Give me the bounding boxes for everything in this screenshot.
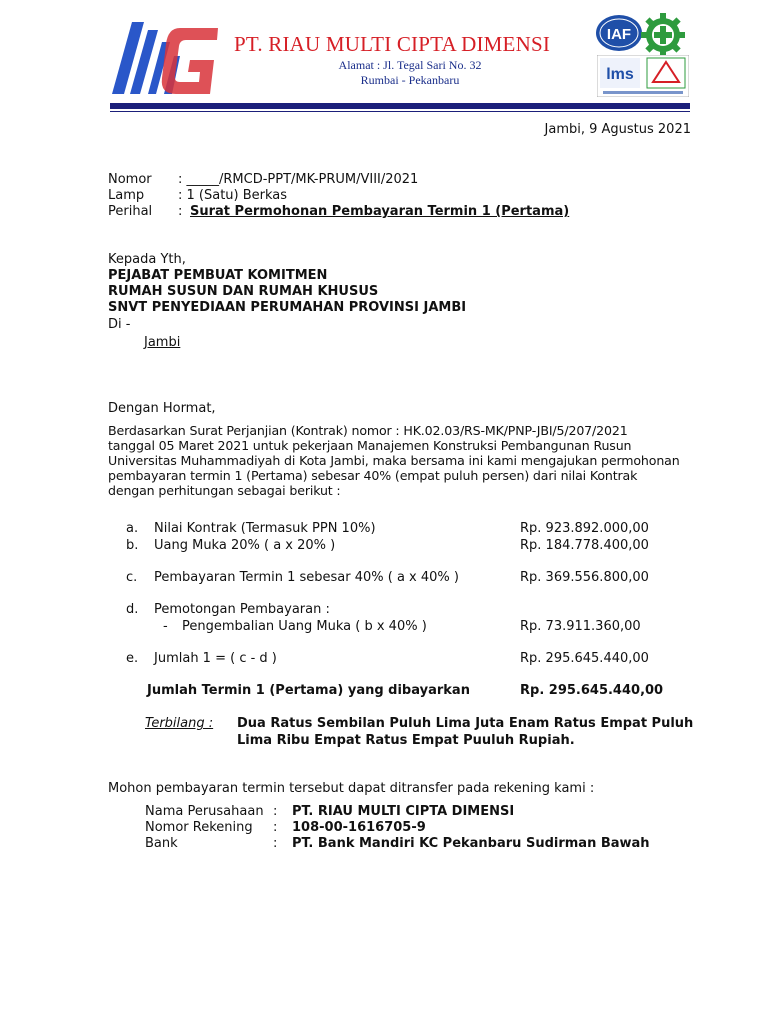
nomor-value: : _____/RMCD-PPT/MK-PRUM/VIII/2021 bbox=[178, 172, 419, 187]
header-rule-thick bbox=[110, 103, 690, 109]
account-number-value: 108-00-1616705-9 bbox=[292, 820, 426, 835]
item-d-letter: d. bbox=[126, 602, 139, 617]
item-e-label: Jumlah 1 = ( c - d ) bbox=[154, 651, 277, 666]
company-address bbox=[310, 58, 510, 88]
bank-label: Bank bbox=[145, 836, 178, 851]
perihal-label: Perihal bbox=[108, 204, 153, 219]
recipient-line2: RUMAH SUSUN DAN RUMAH KHUSUS bbox=[108, 284, 379, 299]
perihal-value: Surat Permohonan Pembayaran Termin 1 (Pertama) bbox=[190, 204, 570, 219]
item-d-sub-amount: Rp. 73.911.360,00 bbox=[520, 619, 641, 634]
perihal-colon: : bbox=[178, 204, 183, 219]
company-name-colon: : bbox=[273, 804, 278, 819]
account-number-colon: : bbox=[273, 820, 278, 835]
lms-badge-text: lms bbox=[606, 66, 634, 83]
iaf-badge bbox=[595, 13, 643, 53]
account-number-label: Nomor Rekening bbox=[145, 820, 253, 835]
item-b-letter: b. bbox=[126, 538, 139, 553]
terbilang-line1: Dua Ratus Sembilan Puluh Lima Juta Enam Ratus Empat Puluh bbox=[237, 716, 694, 731]
recipient-di: Di - bbox=[108, 317, 131, 332]
body-line1: Berdasarkan Surat Perjanjian (Kontrak) nomor : HK.02.03/RS-MK/PNP-JBI/5/207/2021 bbox=[108, 423, 628, 438]
total-amount: Rp. 295.645.440,00 bbox=[520, 683, 664, 698]
recipient-line3: SNVT PENYEDIAAN PERUMAHAN PROVINSI JAMBI bbox=[108, 300, 467, 315]
item-a-label: Nilai Kontrak (Termasuk PPN 10%) bbox=[154, 521, 376, 536]
item-c-label: Pembayaran Termin 1 sebesar 40% ( a x 40% ) bbox=[154, 570, 459, 585]
recipient-line1: PEJABAT PEMBUAT KOMITMEN bbox=[108, 268, 328, 283]
company-name: PT. RIAU MULTI CIPTA DIMENSI bbox=[234, 32, 551, 56]
salutation: Dengan Hormat, bbox=[108, 401, 216, 416]
recipient-greeting: Kepada Yth, bbox=[108, 252, 186, 267]
lamp-value: : 1 (Satu) Berkas bbox=[178, 188, 288, 203]
bank-value: PT. Bank Mandiri KC Pekanbaru Sudirman Bawah bbox=[292, 836, 650, 851]
letter-date: Jambi, 9 Agustus 2021 bbox=[544, 122, 691, 137]
item-d-sub-dash: - bbox=[163, 619, 168, 634]
lamp-label: Lamp bbox=[108, 188, 145, 203]
gear-cross-icon bbox=[640, 12, 686, 58]
recipient-city: Jambi bbox=[144, 335, 181, 350]
bank-intro: Mohon pembayaran termin tersebut dapat ditransfer pada rekening kami : bbox=[108, 781, 595, 796]
body-line3: Universitas Muhammadiyah di Kota Jambi, maka bersama ini kami mengajukan permohonan bbox=[108, 453, 680, 468]
header-rule-thin bbox=[110, 111, 690, 112]
body-line2: tanggal 05 Maret 2021 untuk pekerjaan Manajemen Konstruksi Pembangunan Rusun bbox=[108, 438, 632, 453]
terbilang-label: Terbilang : bbox=[145, 716, 214, 731]
item-d-label: Pemotongan Pembayaran : bbox=[154, 602, 330, 617]
body-line4: pembayaran termin 1 (Pertama) sebesar 40% (empat puluh persen) dari nilai Kontrak bbox=[108, 468, 638, 483]
item-e-letter: e. bbox=[126, 651, 139, 666]
address-line1: Alamat : Jl. Tegal Sari No. 32 bbox=[338, 58, 482, 72]
item-d-sub-label: Pengembalian Uang Muka ( b x 40% ) bbox=[182, 619, 427, 634]
item-a-amount: Rp. 923.892.000,00 bbox=[520, 521, 649, 536]
iaf-badge-text: IAF bbox=[606, 26, 632, 43]
item-a-letter: a. bbox=[126, 521, 139, 536]
item-b-label: Uang Muka 20% ( a x 20% ) bbox=[154, 538, 336, 553]
body-line5: dengan perhitungan sebagai berikut : bbox=[108, 483, 341, 498]
body-paragraph bbox=[108, 423, 690, 498]
item-e-amount: Rp. 295.645.440,00 bbox=[520, 651, 649, 666]
item-b-amount: Rp. 184.778.400,00 bbox=[520, 538, 649, 553]
terbilang-line2: Lima Ribu Empat Ratus Empat Puuluh Rupiah. bbox=[237, 733, 575, 748]
nomor-label: Nomor bbox=[108, 172, 152, 187]
lms-certification-badge bbox=[597, 55, 689, 97]
address-line2: Rumbai - Pekanbaru bbox=[360, 73, 460, 87]
total-label: Jumlah Termin 1 (Pertama) yang dibayarkan bbox=[147, 683, 470, 698]
item-c-letter: c. bbox=[126, 570, 138, 585]
company-logo bbox=[110, 18, 222, 96]
bank-colon: : bbox=[273, 836, 278, 851]
item-c-amount: Rp. 369.556.800,00 bbox=[520, 570, 649, 585]
company-name-label: Nama Perusahaan bbox=[145, 804, 264, 819]
company-name-value: PT. RIAU MULTI CIPTA DIMENSI bbox=[292, 804, 515, 819]
